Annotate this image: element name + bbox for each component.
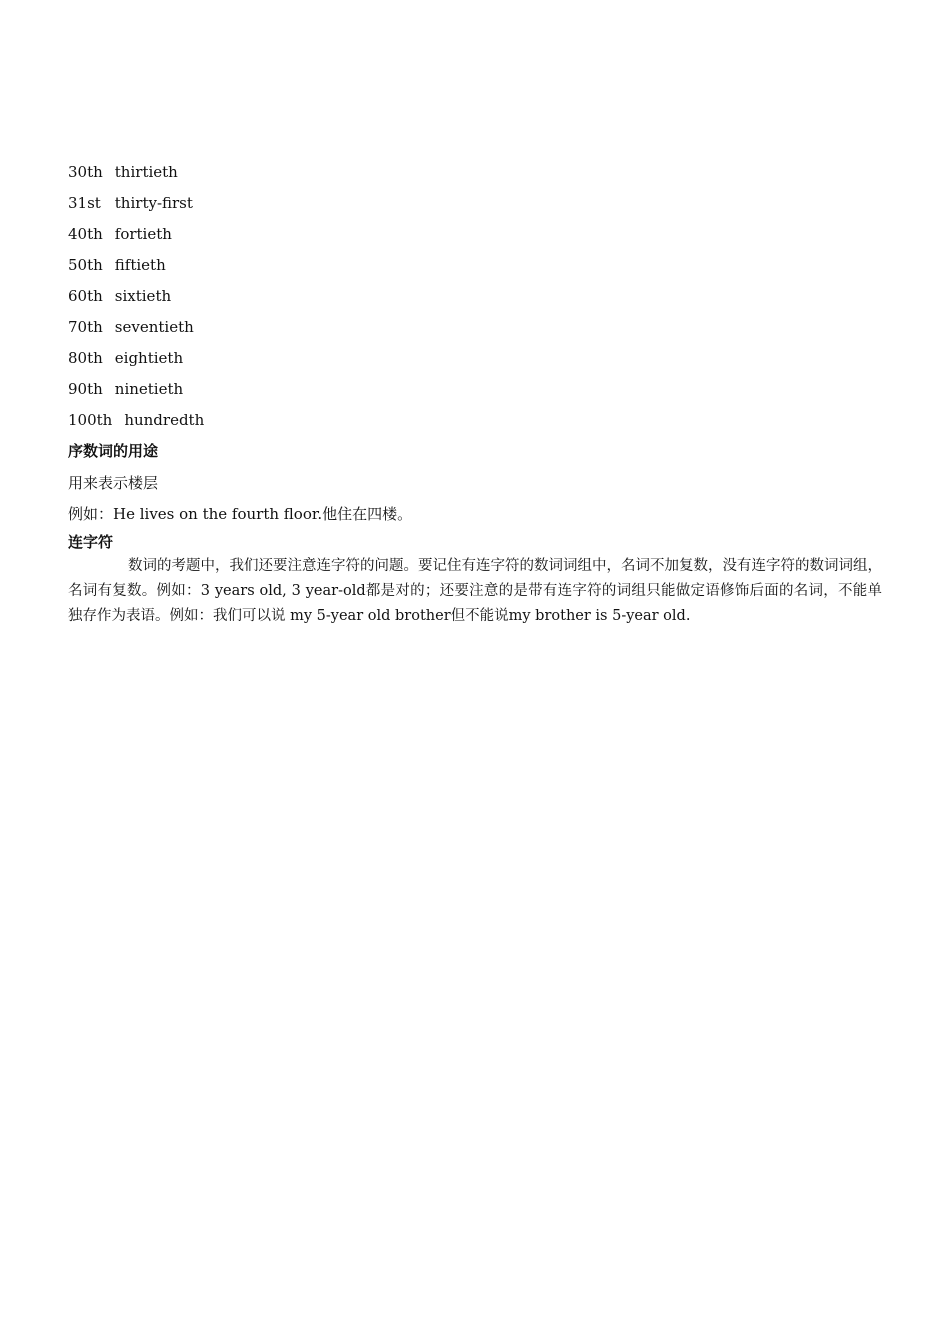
ordinal-number: 60th (68, 287, 103, 305)
ordinal-list (68, 160, 882, 439)
ordinal-word: sixtieth (114, 287, 172, 305)
ordinal-number: 30th (68, 163, 103, 181)
ordinal-number: 90th (68, 380, 103, 398)
ordinal-row (68, 222, 882, 253)
ordinal-word: thirtieth (114, 163, 178, 181)
ordinal-row (68, 377, 882, 408)
ordinal-row (68, 346, 882, 377)
ordinal-row (68, 408, 882, 439)
ordinal-word: ninetieth (114, 380, 184, 398)
ordinal-number: 31st (68, 194, 101, 212)
hyphen-paragraph: 数词的考题中，我们还要注意连字符的问题。要记住有连字符的数词词组中，名词不加复数，没有连字符的数词词组，名词有复数。例如：3 years old, 3 year-old都是对的；还要注意的是带有连字符的词组只能做定语修饰后面的名词，不能单独存作为表语。例如：我们可以说 my 5-year old brother但不能说my brother is 5-year old. (68, 558, 882, 624)
ordinal-word: fortieth (114, 225, 172, 243)
ordinal-word: thirty-first (114, 194, 193, 212)
ordinal-number: 70th (68, 318, 103, 336)
usage-description: 用来表示楼层 (68, 474, 159, 492)
ordinal-row (68, 284, 882, 315)
hyphen-heading: 连字符 (68, 534, 114, 551)
ordinal-row (68, 315, 882, 346)
ordinal-word: seventieth (114, 318, 194, 336)
document-page (68, 160, 882, 629)
ordinal-word: hundredth (124, 411, 205, 429)
ordinal-word: eightieth (114, 349, 184, 367)
ordinal-row (68, 191, 882, 222)
ordinal-row (68, 160, 882, 191)
ordinal-number: 100th (68, 411, 113, 429)
usage-heading: 序数词的用途 (68, 443, 159, 460)
ordinal-row (68, 253, 882, 284)
ordinal-number: 40th (68, 225, 103, 243)
ordinal-number: 50th (68, 256, 103, 274)
ordinal-word: fiftieth (114, 256, 166, 274)
usage-example: 例如：He lives on the fourth floor.他住在四楼。 (68, 505, 413, 523)
ordinal-number: 80th (68, 349, 103, 367)
